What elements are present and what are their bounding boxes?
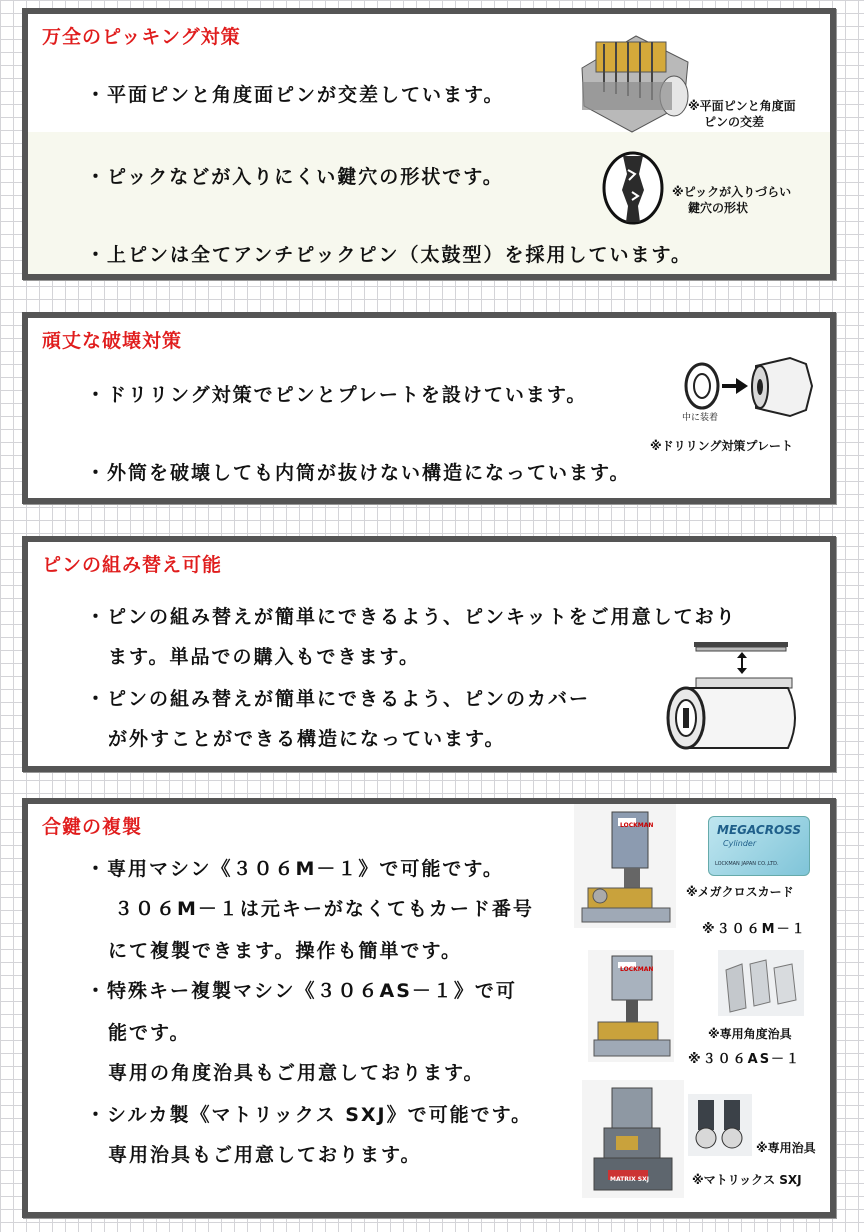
- text-line: ３０６M－１は元キーがなくてもカード番号: [114, 898, 534, 920]
- caption: 鍵穴の形状: [688, 201, 749, 215]
- caption: 中に装着: [682, 413, 719, 423]
- panel-picking: [22, 8, 836, 280]
- caption: ※３０６AS－１: [688, 1052, 802, 1067]
- caption: ピンの交差: [704, 115, 765, 129]
- text-line: ・専用マシン《３０６M－１》で可能です。: [86, 858, 504, 880]
- machine-label: LOCKMAN: [620, 966, 654, 973]
- caption: ※平面ピンと角度面: [688, 99, 796, 113]
- caption: ※専用治具: [756, 1141, 816, 1155]
- text-line: ・特殊キー複製マシン《３０６AS－１》で可: [86, 980, 517, 1002]
- section-title: ピンの組み替え可能: [42, 554, 223, 576]
- angle-jig-image: [718, 950, 804, 1016]
- text-line: 能です。: [108, 1022, 191, 1044]
- text-line: ・上ピンは全てアンチピックピン（太鼓型）を採用しています。: [86, 244, 692, 266]
- text-line: ・ピックなどが入りにくい鍵穴の形状です。: [86, 166, 504, 188]
- section-title: 頑丈な破壊対策: [42, 330, 183, 352]
- pin-cover-illustration: [666, 640, 808, 758]
- card-sub: Cylinder: [723, 839, 757, 848]
- caption: ※マトリックス SXJ: [692, 1173, 802, 1187]
- special-jig-image: [688, 1094, 752, 1156]
- caption: ※ピックが入りづらい: [672, 185, 792, 199]
- text-line: ・ピンの組み替えが簡単にできるよう、ピンキットをご用意しており: [86, 606, 737, 628]
- text-line: 専用治具もご用意しております。: [108, 1144, 422, 1166]
- panel-pin-replace: [22, 536, 836, 772]
- text-line: ・平面ピンと角度面ピンが交差しています。: [86, 84, 505, 106]
- text-line: ・ドリリング対策でピンとプレートを設けています。: [86, 384, 588, 406]
- panel-destruction: [22, 312, 836, 504]
- keyhole-icon: [602, 150, 664, 226]
- text-line: ・外筒を破壊しても内筒が抜けない構造になっています。: [86, 462, 631, 484]
- card-logo: MEGACROSS: [717, 823, 802, 837]
- caption: ※ドリリング対策プレート: [650, 439, 793, 453]
- section-title: 合鍵の複製: [42, 816, 143, 838]
- text-line: 専用の角度治具もご用意しております。: [108, 1062, 485, 1084]
- section-title: 万全のピッキング対策: [42, 26, 241, 48]
- panel-key-copy: [22, 798, 836, 1218]
- text-line: が外すことができる構造になっています。: [108, 728, 506, 750]
- machine-label: LOCKMAN: [620, 822, 654, 829]
- text-line: にて複製できます。操作も簡単です。: [108, 940, 462, 962]
- text-line: ・ピンの組み替えが簡単にできるよう、ピンのカバー: [86, 688, 591, 710]
- text-line: ます。単品での購入もできます。: [108, 646, 420, 668]
- caption: ※３０６M－１: [702, 922, 807, 937]
- machine-label: MATRIX SXJ: [610, 1176, 649, 1183]
- card-maker: LOCKMAN JAPAN CO.,LTD.: [715, 861, 779, 867]
- pin-cross-section-illustration: [576, 22, 696, 134]
- text-line: ・シルカ製《マトリックス SXJ》で可能です。: [86, 1104, 533, 1126]
- caption: ※メガクロスカード: [686, 885, 794, 899]
- caption: ※専用角度治具: [708, 1027, 792, 1041]
- megacross-card-image: [708, 816, 810, 876]
